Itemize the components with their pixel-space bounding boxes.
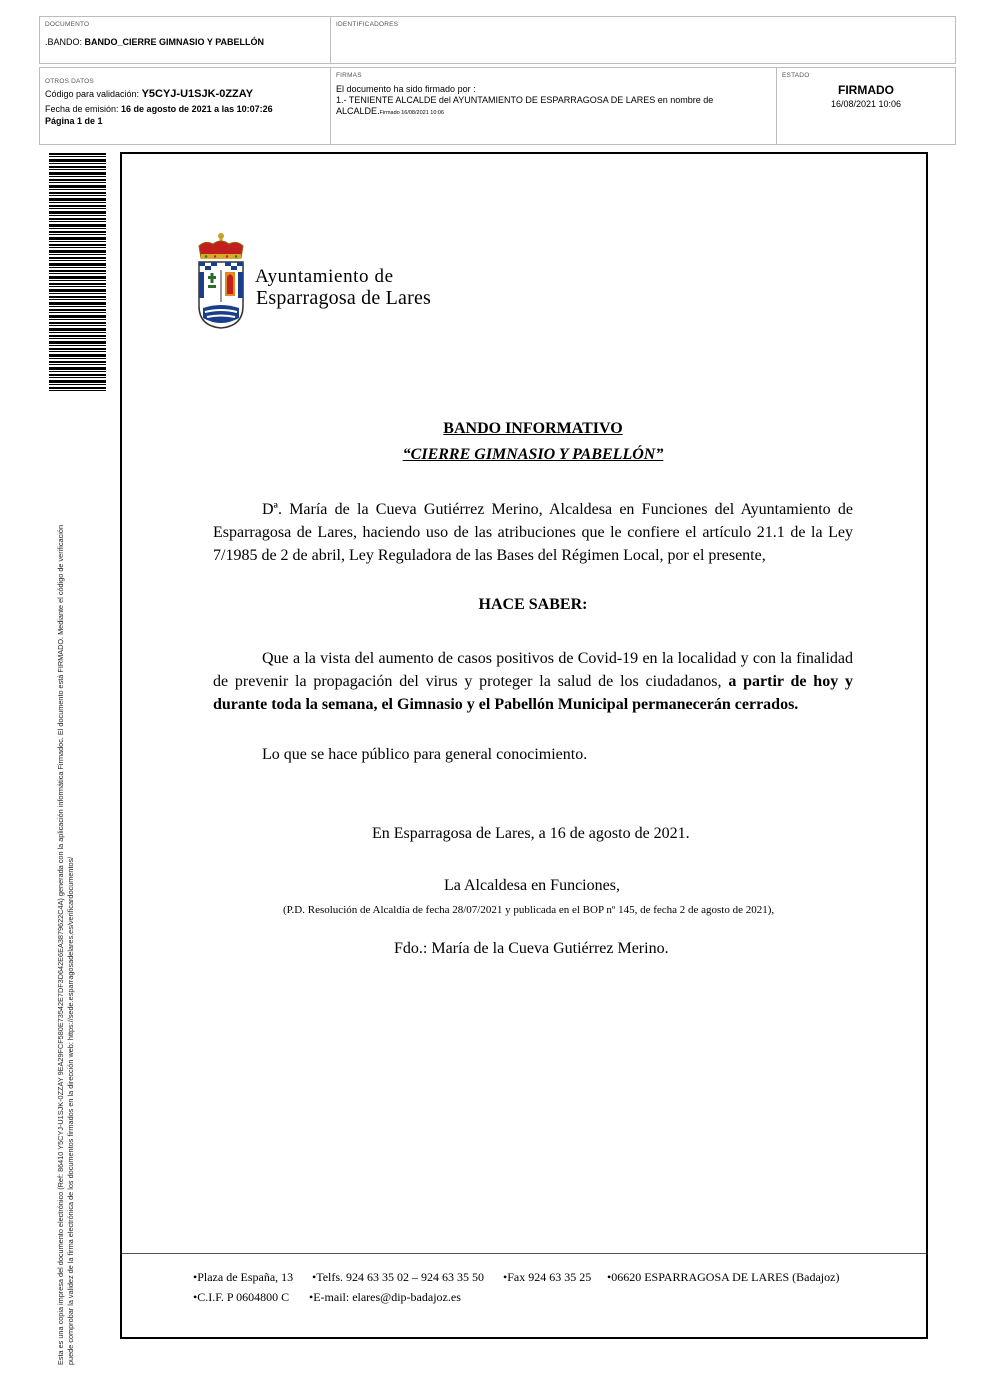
- barcode: [49, 153, 106, 391]
- codigo-validacion: Código para validación: Y5CYJ-U1SJK-0ZZAY: [45, 88, 254, 100]
- bando-subtitle: “CIERRE GIMNASIO Y PABELLÓN”: [402, 446, 664, 463]
- hace-saber-heading: HACE SABER:: [478, 596, 588, 613]
- coat-of-arms-icon: [195, 232, 247, 330]
- firmas-caption: FIRMAS: [336, 72, 362, 79]
- side-verification-text: [56, 395, 76, 1365]
- header-row-info: [39, 67, 956, 145]
- footer-phones: •Telfs. 924 63 35 02 – 924 63 35 50: [312, 1270, 485, 1284]
- firmas-line1: El documento ha sido firmado por :: [336, 84, 476, 94]
- otros-datos-cell: [40, 68, 330, 144]
- notice-paragraph: Que a la vista del aumento de casos positivos de Covid-19 en la localidad y con la finalidad de prevenir la propagación del virus y proteger la salud de los ciudadanos, a partir de hoy y durante toda la semana, el Gimnasio y el Pabellón Municipal permanecerán cerrados.: [213, 650, 854, 713]
- signer-role: La Alcaldesa en Funciones,: [444, 877, 620, 894]
- identificadores-cell: [330, 17, 955, 63]
- footer-city: •06620 ESPARRAGOSA DE LARES (Badajoz): [607, 1270, 840, 1284]
- estado-date: 16/08/2021 10:06: [830, 99, 902, 109]
- footer-cif: •C.I.F. P 0604800 C: [193, 1290, 290, 1304]
- public-notice-line: Lo que se hace público para general conocimiento.: [262, 746, 588, 763]
- firmas-cell: [330, 68, 776, 144]
- signature-line: Fdo.: María de la Cueva Gutiérrez Merino.: [394, 940, 669, 957]
- delegation-note: (P.D. Resolución de Alcaldía de fecha 28/07/2021 y publicada en el BOP nº 145, de fecha 2 de agosto de 2021),: [283, 904, 775, 916]
- footer-separator: [122, 1253, 926, 1254]
- documento-caption: DOCUMENTO: [45, 21, 90, 28]
- footer-email: •E-mail: elares@dip-badajoz.es: [309, 1290, 461, 1304]
- identificadores-caption: IDENTIFICADORES: [336, 21, 399, 28]
- header-row-document: [39, 16, 956, 64]
- footer-address: •Plaza de España, 13: [193, 1270, 294, 1284]
- footer-fax: •Fax 924 63 35 25: [503, 1270, 592, 1284]
- firmas-line3: ALCALDE.Firmado 16/08/2021 10:06: [336, 106, 445, 116]
- documento-cell: [40, 17, 330, 63]
- fecha-emision: Fecha de emisión: 16 de agosto de 2021 a las 10:07:26: [45, 104, 273, 114]
- firmas-line2: 1.- TENIENTE ALCALDE del AYUNTAMIENTO DE ESPARRAGOSA DE LARES en nombre de: [336, 95, 714, 105]
- place-date: En Esparragosa de Lares, a 16 de agosto de 2021.: [372, 825, 690, 842]
- estado-value: FIRMADO: [838, 83, 894, 97]
- estado-cell: [776, 68, 955, 144]
- side-text-line2: puede comprobar la validez de la firma electrónica de los documentos firmados en la dirección web: https://sede.esparragosadelares.es/verificardocumentos/: [66, 856, 75, 1365]
- otros-datos-caption: OTROS DATOS: [45, 78, 94, 85]
- intro-paragraph: Dª. María de la Cueva Gutiérrez Merino, Alcaldesa en Funciones del Ayuntamiento de Esparragosa de Lares, haciendo uso de las atribuciones que le confiere el artículo 21.1 de la Ley 7/1985 de 2 de abril, Ley Reguladora de las Bases del Régimen Local, por el presente,: [213, 501, 853, 564]
- documento-value: .BANDO: BANDO_CIERRE GIMNASIO Y PABELLÓN: [45, 37, 265, 47]
- side-text-line1: Esta es una copia impresa del documento electrónico (Ref: 86410 Y5CYJ-U1SJK-0ZZAY 9EA29FCF580E73542E7DF3D642E6EA3879622C4A) generada con la aplicación informática Firmadoc. El documento está FIRMADO. Mediante el código de verificación: [56, 525, 65, 1365]
- logo-text-line1: Ayuntamiento de: [255, 266, 394, 287]
- bando-title: BANDO INFORMATIVO: [443, 420, 623, 437]
- estado-caption: ESTADO: [782, 72, 810, 79]
- logo-text-line2: Esparragosa de Lares: [256, 287, 432, 309]
- pagina: Página 1 de 1: [45, 116, 103, 126]
